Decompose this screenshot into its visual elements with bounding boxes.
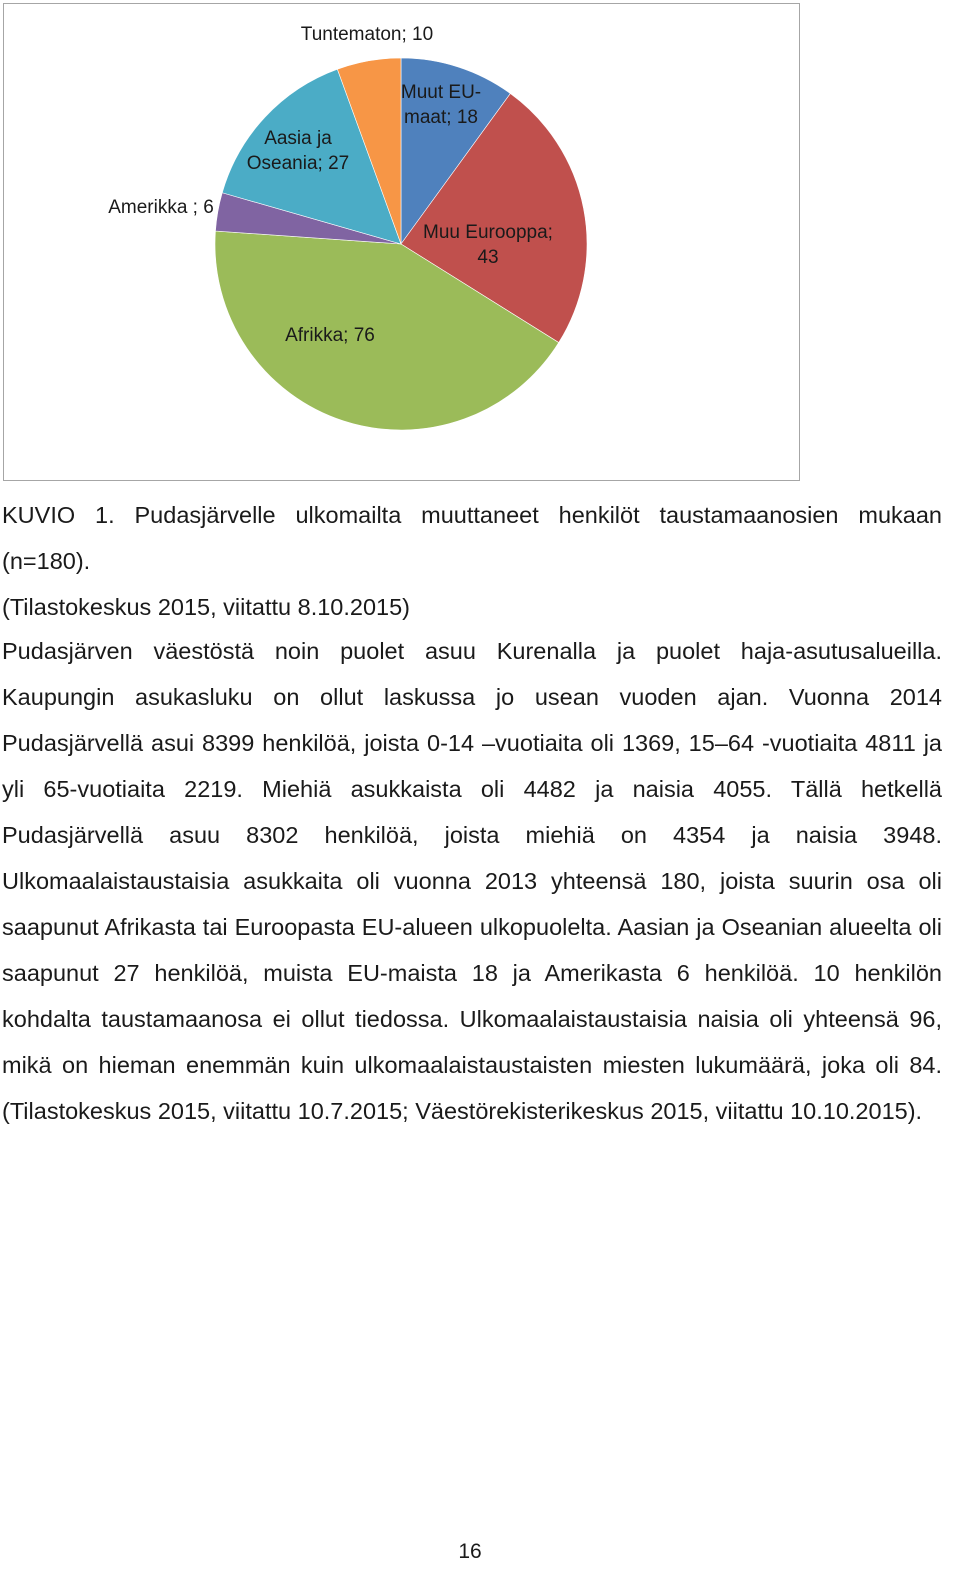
pie-label-amerikka: Amerikka ; 6 [108,197,214,218]
caption-line-2: (Tilastokeskus 2015, viitattu 8.10.2015) [2,594,410,620]
pie-label-afrikka: Afrikka; 76 [285,325,375,346]
figure-caption [2,492,942,630]
pie-chart-frame [3,3,800,481]
pie-label-muut-eu-maat: Muut EU-maat; 18 [400,82,482,128]
pie-label-tuntematon: Tuntematon; 10 [300,24,434,45]
caption-line-1: KUVIO 1. Pudasjärvelle ulkomailta muuttaneet henkilöt taustamaanosien mukaan (n=180). [2,502,942,574]
pie-chart [4,4,798,479]
pie-label-muu-eurooppa: Muu Eurooppa; 43 [423,222,553,268]
page-number: 16 [458,1540,482,1563]
pie-label-aasia-ja-oseania: Aasia ja Oseania; 27 [246,128,350,174]
body-paragraph: Pudasjärven väestöstä noin puolet asuu Kurenalla ja puolet haja-asutusalueilla. Kaupungin asukasluku on ollut laskussa jo usean vuoden ajan. Vuonna 2014 Pudasjärvellä asui 8399 henkilöä, joista 0-14 –vuotiaita oli 1369, 15–64 -vuotiaita 4811 ja yli 65-vuotiaita 2219. Miehiä asukkaista oli 4482 ja naisia 4055. Tällä hetkellä Pudasjärvellä asuu 8302 henkilöä, joista miehiä on 4354 ja naisia 3948. Ulkomaalaistaustaisia asukkaita oli vuonna 2013 yhteensä 180, joista suurin osa oli saapunut Afrikasta tai Euroopasta EU-alueen ulkopuolelta. Aasian ja Oseanian alueelta oli saapunut 27 henkilöä, muista EU-maista 18 ja Amerikasta 6 henkilöä. 10 henkilön kohdalta taustamaanosa ei ollut tiedossa. Ulkomaalaistaustaisia naisia oli yhteensä 96, mikä on hieman enemmän kuin ulkomaalaistaustaisten miesten lukumäärä, joka oli 84. (Tilastokeskus 2015, viitattu 10.7.2015; Väestörekisterikeskus 2015, viitattu 10.10.2015). [2,638,942,1124]
